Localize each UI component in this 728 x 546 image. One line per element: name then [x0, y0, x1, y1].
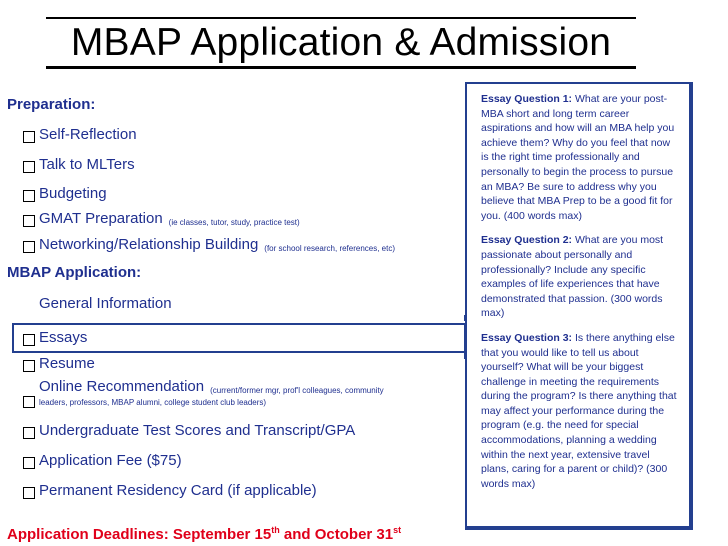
checkbox[interactable]	[23, 457, 35, 469]
page-title: MBAP Application & Admission	[70, 21, 612, 64]
checkbox[interactable]	[23, 131, 35, 143]
checkbox[interactable]	[23, 360, 35, 372]
checklist-item[interactable]	[23, 482, 317, 499]
checkbox[interactable]	[23, 241, 35, 253]
checklist-item[interactable]	[23, 295, 172, 312]
checklist-item[interactable]	[23, 378, 384, 395]
essay-question-2	[481, 233, 679, 321]
application-deadlines	[7, 525, 401, 543]
preparation-heading: Preparation:	[7, 96, 96, 113]
item-label: General Information	[39, 295, 172, 312]
essay-q-label: Essay Question 3:	[481, 331, 573, 344]
checkbox[interactable]	[23, 190, 35, 202]
deadline-text: and October 31	[279, 526, 394, 543]
checkbox[interactable]	[23, 487, 35, 499]
essay-q-label: Essay Question 1:	[481, 93, 573, 105]
essay-question-1	[481, 92, 679, 223]
checkbox[interactable]	[23, 215, 35, 227]
essay-q-text: Is there anything else that you would like to tell us about yourself? What will be your biggest challenge in meeting the requirements during the program? Is there anything that may affect your performance during the program (e.g. the need for special accommodations, planning a wedding within the next year, extensive travel plans, caring for a parent or child)? (300 words max)	[481, 331, 677, 490]
item-label: Permanent Residency Card (if applicable)	[39, 482, 317, 499]
essay-questions-panel	[465, 82, 693, 530]
checklist-item[interactable]	[23, 126, 137, 143]
essays-highlight-box	[12, 323, 466, 353]
item-note: (current/former mgr, prof'l colleagues, community	[210, 386, 384, 395]
item-label: Essays	[39, 329, 88, 346]
checklist-item[interactable]	[23, 236, 395, 253]
item-label: Resume	[39, 355, 95, 372]
checkbox[interactable]	[23, 161, 35, 173]
checklist-item[interactable]	[23, 185, 107, 202]
item-label: Online Recommendation	[39, 378, 205, 395]
checklist-item[interactable]	[23, 210, 300, 227]
checklist-item[interactable]	[23, 452, 182, 469]
checklist-item[interactable]	[23, 355, 95, 372]
item-label: Undergraduate Test Scores and Transcript/GPA	[39, 422, 356, 439]
checklist-item-continued	[23, 396, 266, 408]
deadline-text: Application Deadlines: September 15	[7, 526, 272, 543]
item-label: Application Fee ($75)	[39, 452, 182, 469]
item-label: Budgeting	[39, 185, 107, 202]
essay-q-label: Essay Question 2:	[481, 234, 573, 247]
title-bar	[46, 17, 636, 69]
essay-q-text: What are your post-MBA short and long term career aspirations and how will an MBA help you achieve them? Why do you feel that now is the right time professionally and personally to begin the process to pursue an MBA? Be sure to address why you believe that MBA Prep to be a good fit for you. (400 words max)	[481, 93, 675, 222]
item-label: Networking/Relationship Building	[39, 236, 259, 253]
essay-q-text: What are you most passionate about personally and professionally? Include any specific examples of life experiences that have demonstrated that passion. (300 words max)	[481, 234, 664, 320]
item-label: GMAT Preparation	[39, 210, 163, 227]
essay-question-3	[481, 331, 679, 492]
item-label: Self-Reflection	[39, 126, 137, 143]
deadline-sup: th	[271, 525, 280, 535]
checklist-item[interactable]	[23, 156, 135, 173]
item-note: (for school research, references, etc)	[264, 244, 396, 253]
checklist-item[interactable]	[23, 422, 355, 439]
deadline-sup: st	[393, 525, 402, 535]
checkbox[interactable]	[23, 427, 35, 439]
item-label: Talk to MLTers	[39, 156, 135, 173]
item-note: (ie classes, tutor, study, practice test)	[168, 218, 300, 227]
checkbox[interactable]	[23, 396, 35, 408]
item-note: leaders, professors, MBAP alumni, college student club leaders)	[39, 397, 267, 407]
application-heading: MBAP Application:	[7, 264, 142, 281]
